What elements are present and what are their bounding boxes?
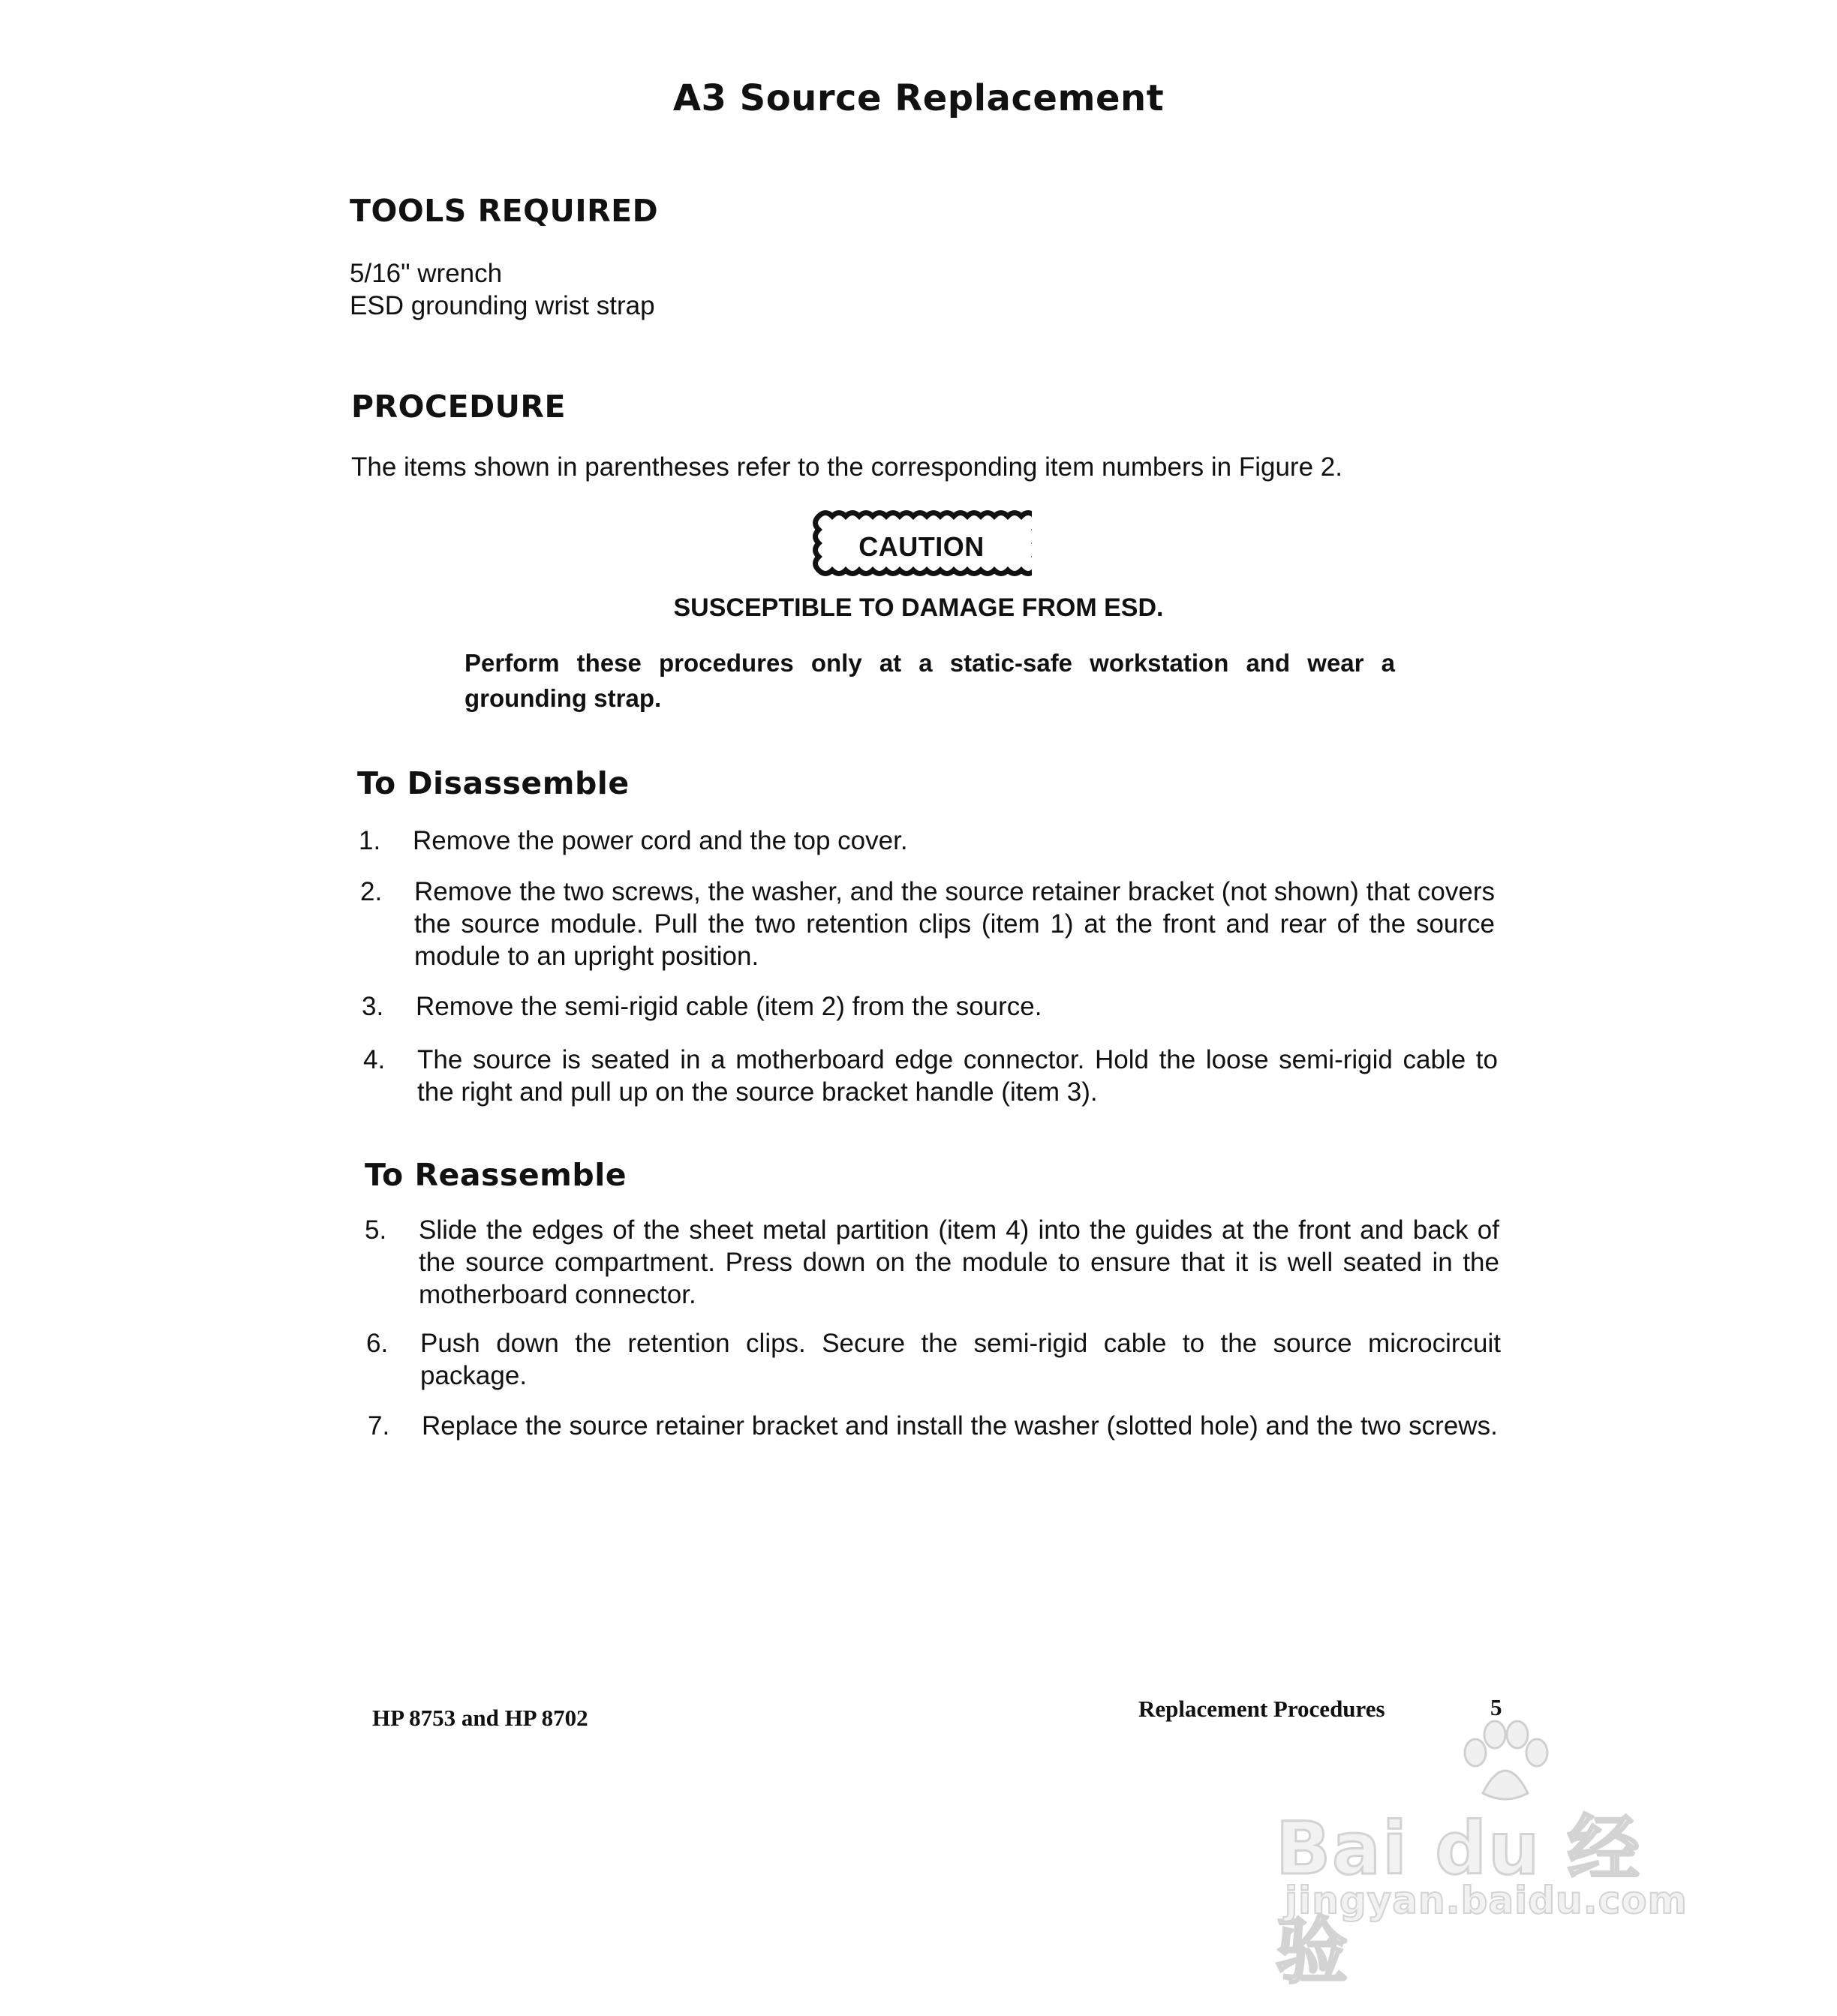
page-number: 5 (1490, 1694, 1502, 1720)
warning-text: Perform these procedures only at a static-safe workstation and wear a grounding strap. (465, 649, 1395, 712)
step-text: Remove the power cord and the top cover. (413, 826, 908, 855)
step-text: Slide the edges of the sheet metal partition (item 4) into the guides at the front and back of the source compartment. Press down on the module to ensure that it is well seated in the motherboard connector. (419, 1215, 1499, 1309)
step-text: Push down the retention clips. Secure the semi-rigid cable to the source microcircuit package. (420, 1329, 1501, 1390)
step-number: 2. (360, 877, 383, 906)
step-text: The source is seated in a motherboard edge connector. Hold the loose semi-rigid cable to the right and pull up on the source bracket handle (item 3). (417, 1045, 1498, 1107)
disassemble-heading: To Disassemble (357, 765, 630, 801)
watermark-brand: Bai du 经验 (1276, 1807, 1641, 1993)
reassemble-heading: To Reassemble (365, 1157, 627, 1193)
caution-box (811, 509, 1032, 584)
step-number: 5. (365, 1215, 387, 1245)
warning-title: SUSCEPTIBLE TO DAMAGE FROM ESD. (673, 593, 1164, 622)
step-text: Remove the two screws, the washer, and the source retainer bracket (not shown) that covers the source module. Pull the two retention clips (item 1) at the front and rear of the source module to an upright position. (414, 877, 1495, 971)
step-number: 1. (359, 826, 381, 855)
step-number: 4. (363, 1045, 386, 1074)
procedure-heading: PROCEDURE (351, 389, 566, 425)
step-number: 6. (366, 1329, 389, 1358)
step-number: 3. (362, 992, 384, 1021)
page-title: A3 Source Replacement (672, 77, 1165, 119)
step-text: Replace the source retainer bracket and install the washer (slotted hole) and the two screws. (422, 1411, 1498, 1441)
caution-label: CAUTION (858, 530, 985, 562)
step-number: 7. (368, 1411, 390, 1441)
step-text: Remove the semi-rigid cable (item 2) from the source. (416, 992, 1042, 1021)
tools-heading: TOOLS REQUIRED (350, 193, 659, 229)
procedure-intro: The items shown in parentheses refer to the corresponding item numbers in Figure 2. (351, 452, 1342, 482)
tool-item: 5/16" wrench (350, 259, 503, 288)
watermark-domain: jingyan.baidu.com (1285, 1879, 1688, 1922)
footer-right: Replacement Procedures (1138, 1696, 1385, 1722)
watermark (1276, 1718, 1711, 1993)
footer-left: HP 8753 and HP 8702 (372, 1705, 588, 1731)
tool-item: ESD grounding wrist strap (350, 291, 655, 320)
tools-list (350, 257, 655, 322)
